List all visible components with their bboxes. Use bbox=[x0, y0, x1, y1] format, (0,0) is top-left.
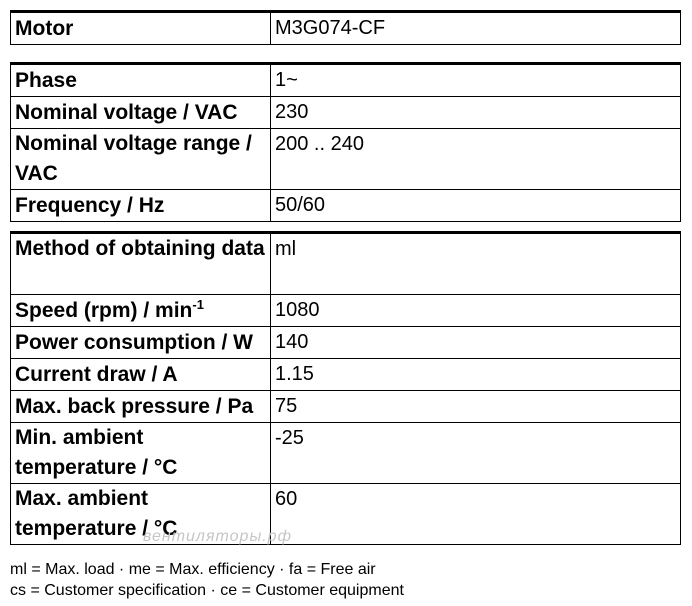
legend-line-1: ml = Max. load · me = Max. efficiency · fa = Free air bbox=[10, 561, 376, 578]
method-value: ml bbox=[271, 233, 681, 295]
legend-line-2: cs = Customer specification · ce = Customer equipment bbox=[10, 582, 404, 599]
table-row bbox=[11, 233, 681, 295]
current-draw-value: 1.15 bbox=[271, 359, 681, 391]
current-draw-label: Current draw / A bbox=[11, 359, 271, 391]
nominal-voltage-value: 230 bbox=[271, 97, 681, 129]
table-row bbox=[11, 64, 681, 97]
table-row bbox=[11, 423, 681, 484]
speed-label-text: Speed (rpm) / min bbox=[15, 299, 193, 322]
table-row bbox=[11, 129, 681, 190]
performance-table bbox=[10, 231, 681, 545]
power-consumption-label: Power consumption / W bbox=[11, 327, 271, 359]
phase-label: Phase bbox=[11, 64, 271, 97]
voltage-range-value: 200 .. 240 bbox=[271, 129, 681, 190]
table-row bbox=[11, 327, 681, 359]
speed-label-superscript: -1 bbox=[192, 297, 204, 312]
frequency-value: 50/60 bbox=[271, 190, 681, 222]
speed-value: 1080 bbox=[271, 295, 681, 327]
back-pressure-value: 75 bbox=[271, 391, 681, 423]
speed-label bbox=[11, 295, 271, 327]
motor-value: M3G074-CF bbox=[271, 12, 681, 45]
power-consumption-value: 140 bbox=[271, 327, 681, 359]
min-ambient-temp-value: -25 bbox=[271, 423, 681, 484]
nominal-voltage-label: Nominal voltage / VAC bbox=[11, 97, 271, 129]
table-row bbox=[11, 295, 681, 327]
table-row bbox=[11, 12, 681, 45]
table-row bbox=[11, 97, 681, 129]
motor-table bbox=[10, 10, 681, 45]
min-ambient-temp-label: Min. ambient temperature / °C bbox=[11, 423, 271, 484]
voltage-range-label: Nominal voltage range / VAC bbox=[11, 129, 271, 190]
motor-label: Motor bbox=[11, 12, 271, 45]
electrical-table bbox=[10, 62, 681, 222]
phase-value: 1~ bbox=[271, 64, 681, 97]
max-ambient-temp-value: 60 bbox=[271, 484, 681, 545]
back-pressure-label: Max. back pressure / Pa bbox=[11, 391, 271, 423]
table-row bbox=[11, 359, 681, 391]
method-label: Method of obtaining data bbox=[11, 233, 271, 295]
watermark: вентиляторы.рф bbox=[143, 528, 292, 545]
frequency-label: Frequency / Hz bbox=[11, 190, 271, 222]
table-row bbox=[11, 190, 681, 222]
table-row bbox=[11, 391, 681, 423]
table-row bbox=[11, 484, 681, 545]
max-ambient-temp-label: Max. ambient temperature / °C bbox=[11, 484, 271, 545]
